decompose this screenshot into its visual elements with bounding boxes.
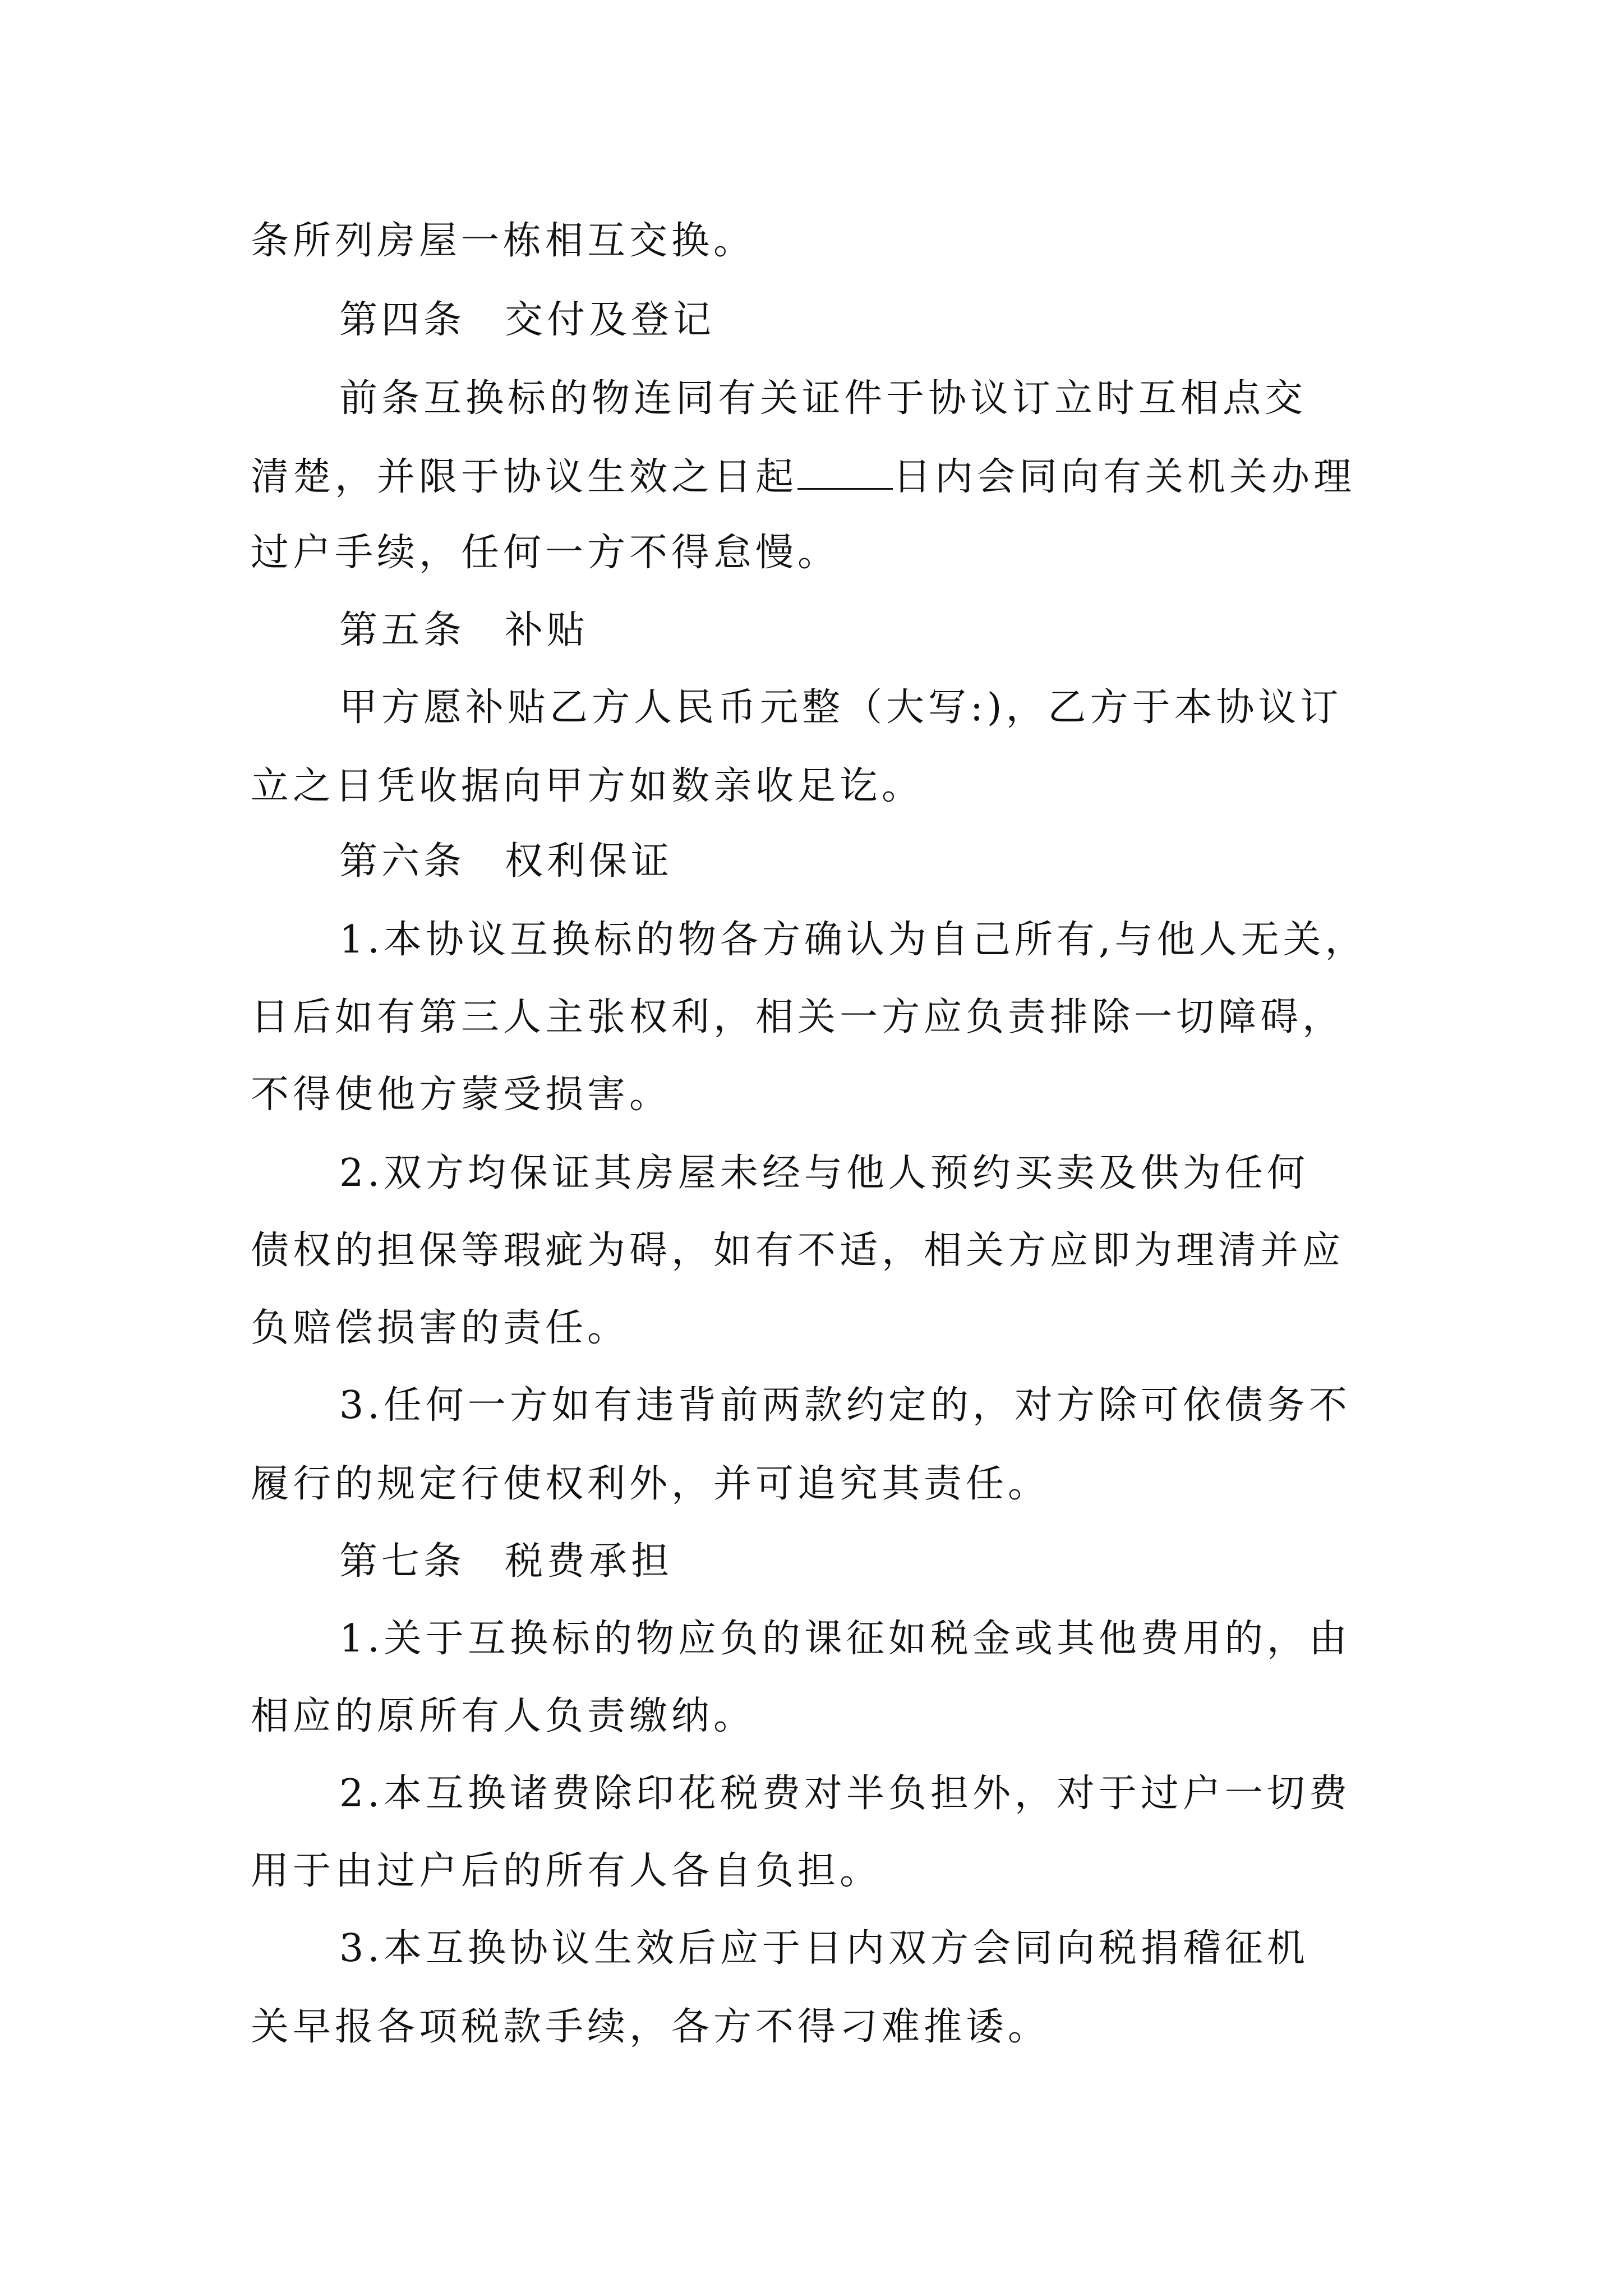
article-number: 第六条 (339, 839, 466, 884)
paragraph-line: 2.双方均保证其房屋未经与他人预约买卖及供为任何 (339, 1151, 1309, 1195)
line-text: 清楚，并限于协议生效之日起 (251, 455, 798, 499)
paragraph-line: 立之日凭收据向甲方如数亲收足讫。 (251, 764, 924, 808)
article-title: 税费承担 (505, 1539, 674, 1584)
paragraph-line: 债权的担保等瑕疵为碍，如有不适，相关方应即为理清并应 (251, 1228, 1345, 1273)
paragraph-line: 日后如有第三人主张权利，相关一方应负责排除一切障碍， (251, 995, 1345, 1039)
paragraph-line: 前条互换标的物连同有关证件于协议订立时互相点交 (339, 376, 1307, 421)
paragraph-line: 1.关于互换标的物应负的课征如税金或其他费用的，由 (339, 1617, 1351, 1661)
paragraph-line: 关早报各项税款手续，各方不得刁难推诿。 (251, 2005, 1050, 2049)
paragraph-line: 用于由过户后的所有人各自负担。 (251, 1849, 882, 1893)
paragraph-line: 履行的规定行使权利外，并可追究其责任。 (251, 1462, 1050, 1506)
paragraph-line: 3.本互换协议生效后应于日内双方会同向税捐稽征机 (339, 1926, 1309, 1971)
article-title: 交付及登记 (505, 298, 716, 342)
paragraph-line: 1.本协议互换标的物各方确认为自己所有,与他人无关， (339, 918, 1367, 962)
article-title: 权利保证 (505, 839, 674, 884)
paragraph-line: 不得使他方蒙受损害。 (251, 1073, 672, 1117)
article-number: 第七条 (339, 1539, 466, 1584)
article-7-heading (339, 1539, 674, 1584)
article-number: 第五条 (339, 608, 466, 652)
paragraph-line: 2.本互换诸费除印花税费对半负担外，对于过户一切费 (339, 1772, 1351, 1816)
paragraph-line-with-blank (251, 455, 1356, 499)
paragraph-line: 过户手续，任何一方不得怠慢。 (251, 531, 840, 575)
paragraph-line: 3.任何一方如有违背前两款约定的，对方除可依债务不 (339, 1383, 1351, 1428)
paragraph-line: 负赔偿损害的责任。 (251, 1306, 630, 1350)
article-5-heading (339, 608, 589, 652)
article-4-heading (339, 298, 716, 342)
article-title: 补贴 (505, 608, 589, 652)
paragraph-line: 条所列房屋一栋相互交换。 (251, 219, 756, 263)
article-number: 第四条 (339, 298, 466, 342)
article-6-heading (339, 839, 674, 884)
paragraph-line: 相应的原所有人负责缴纳。 (251, 1694, 756, 1738)
line-text: 日内会同向有关机关办理 (893, 455, 1356, 499)
days-blank (797, 455, 893, 490)
paragraph-line: 甲方愿补贴乙方人民币元整（大写:)，乙方于本协议订 (339, 685, 1343, 730)
